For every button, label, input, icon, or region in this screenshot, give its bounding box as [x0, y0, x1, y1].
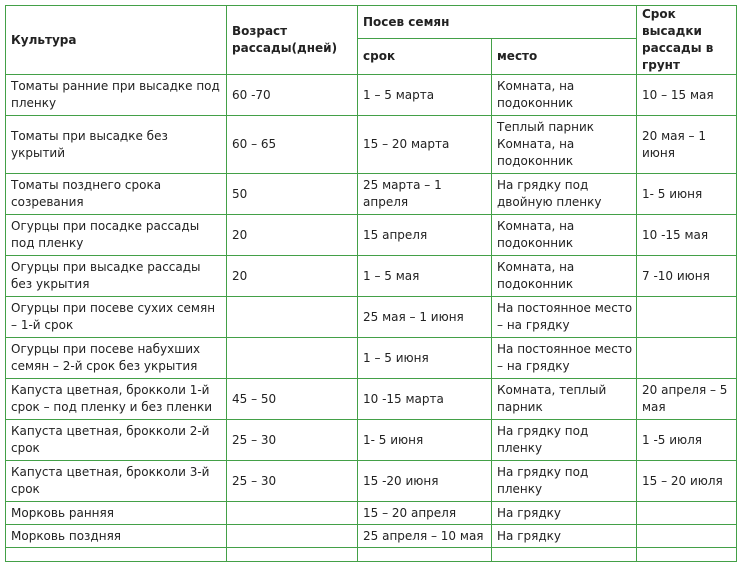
cell-term: 25 марта – 1 апреля	[358, 174, 492, 215]
cell-age: 45 – 50	[227, 379, 358, 420]
cell-transplant	[637, 548, 737, 562]
cell-crop: Огурцы при посеве набухших семян – 2-й срок без укрытия	[6, 338, 227, 379]
cell-age: 20	[227, 256, 358, 297]
header-crop: Культура	[6, 6, 227, 75]
cell-age	[227, 338, 358, 379]
cell-place: На грядку под пленку	[492, 420, 637, 461]
cell-crop: Морковь ранняя	[6, 502, 227, 525]
header-sowing-place: место	[492, 39, 637, 75]
table-row	[6, 297, 737, 338]
table-header	[6, 6, 737, 75]
cell-transplant: 10 – 15 мая	[637, 75, 737, 116]
cell-place: На грядку	[492, 525, 637, 548]
header-row	[6, 6, 737, 39]
cell-transplant: 20 апреля – 5 мая	[637, 379, 737, 420]
cell-term: 1 – 5 марта	[358, 75, 492, 116]
sowing-schedule-table	[5, 5, 737, 562]
cell-age: 25 – 30	[227, 461, 358, 502]
table-body	[6, 75, 737, 562]
header-seedling-age: Возраст рассады(дней)	[227, 6, 358, 75]
cell-place: На грядку	[492, 502, 637, 525]
cell-age: 60 -70	[227, 75, 358, 116]
table-row	[6, 116, 737, 174]
cell-transplant	[637, 297, 737, 338]
table-row	[6, 461, 737, 502]
cell-crop: Томаты позднего срока созревания	[6, 174, 227, 215]
cell-place: На грядку под пленку	[492, 461, 637, 502]
cell-age: 20	[227, 215, 358, 256]
cell-transplant	[637, 338, 737, 379]
cell-transplant: 15 – 20 июля	[637, 461, 737, 502]
cell-age: 50	[227, 174, 358, 215]
cell-place: На постоянное место – на грядку	[492, 338, 637, 379]
cell-transplant: 7 -10 июня	[637, 256, 737, 297]
cell-term: 15 -20 июня	[358, 461, 492, 502]
cell-crop: Томаты при высадке без укрытий	[6, 116, 227, 174]
cell-crop: Огурцы при посеве сухих семян – 1-й срок	[6, 297, 227, 338]
cell-crop	[6, 548, 227, 562]
table-row	[6, 548, 737, 562]
cell-term: 15 апреля	[358, 215, 492, 256]
cell-place: Комната, теплый парник	[492, 379, 637, 420]
cell-crop: Морковь поздняя	[6, 525, 227, 548]
header-sowing-term: срок	[358, 39, 492, 75]
cell-term: 25 мая – 1 июня	[358, 297, 492, 338]
cell-term: 1 – 5 июня	[358, 338, 492, 379]
table-row	[6, 338, 737, 379]
header-seed-sowing: Посев семян	[358, 6, 637, 39]
cell-term: 15 – 20 апреля	[358, 502, 492, 525]
cell-age: 60 – 65	[227, 116, 358, 174]
table-row	[6, 256, 737, 297]
cell-term: 1- 5 июня	[358, 420, 492, 461]
cell-place: На постоянное место – на грядку	[492, 297, 637, 338]
table-row	[6, 420, 737, 461]
cell-place: Теплый парник Комната, на подоконник	[492, 116, 637, 174]
table-row	[6, 379, 737, 420]
cell-age	[227, 297, 358, 338]
table-row	[6, 174, 737, 215]
cell-term	[358, 548, 492, 562]
cell-place: Комната, на подоконник	[492, 256, 637, 297]
cell-crop: Томаты ранние при высадке под пленку	[6, 75, 227, 116]
table-row	[6, 525, 737, 548]
cell-transplant: 20 мая – 1 июня	[637, 116, 737, 174]
cell-term: 25 апреля – 10 мая	[358, 525, 492, 548]
cell-transplant	[637, 525, 737, 548]
header-transplant-date: Срок высадки рассады в грунт	[637, 6, 737, 75]
cell-age	[227, 502, 358, 525]
cell-age	[227, 548, 358, 562]
cell-crop: Капуста цветная, брокколи 2-й срок	[6, 420, 227, 461]
cell-transplant: 10 -15 мая	[637, 215, 737, 256]
cell-crop: Капуста цветная, брокколи 3-й срок	[6, 461, 227, 502]
cell-age	[227, 525, 358, 548]
cell-transplant: 1 -5 июля	[637, 420, 737, 461]
cell-term: 1 – 5 мая	[358, 256, 492, 297]
cell-transplant	[637, 502, 737, 525]
cell-transplant: 1- 5 июня	[637, 174, 737, 215]
cell-place	[492, 548, 637, 562]
table-row	[6, 502, 737, 525]
table-row	[6, 75, 737, 116]
cell-age: 25 – 30	[227, 420, 358, 461]
cell-term: 15 – 20 марта	[358, 116, 492, 174]
table-row	[6, 215, 737, 256]
cell-place: Комната, на подоконник	[492, 215, 637, 256]
cell-crop: Капуста цветная, брокколи 1-й срок – под пленку и без пленки	[6, 379, 227, 420]
cell-term: 10 -15 марта	[358, 379, 492, 420]
cell-place: На грядку под двойную пленку	[492, 174, 637, 215]
cell-crop: Огурцы при посадке рассады под пленку	[6, 215, 227, 256]
cell-place: Комната, на подоконник	[492, 75, 637, 116]
cell-crop: Огурцы при высадке рассады без укрытия	[6, 256, 227, 297]
